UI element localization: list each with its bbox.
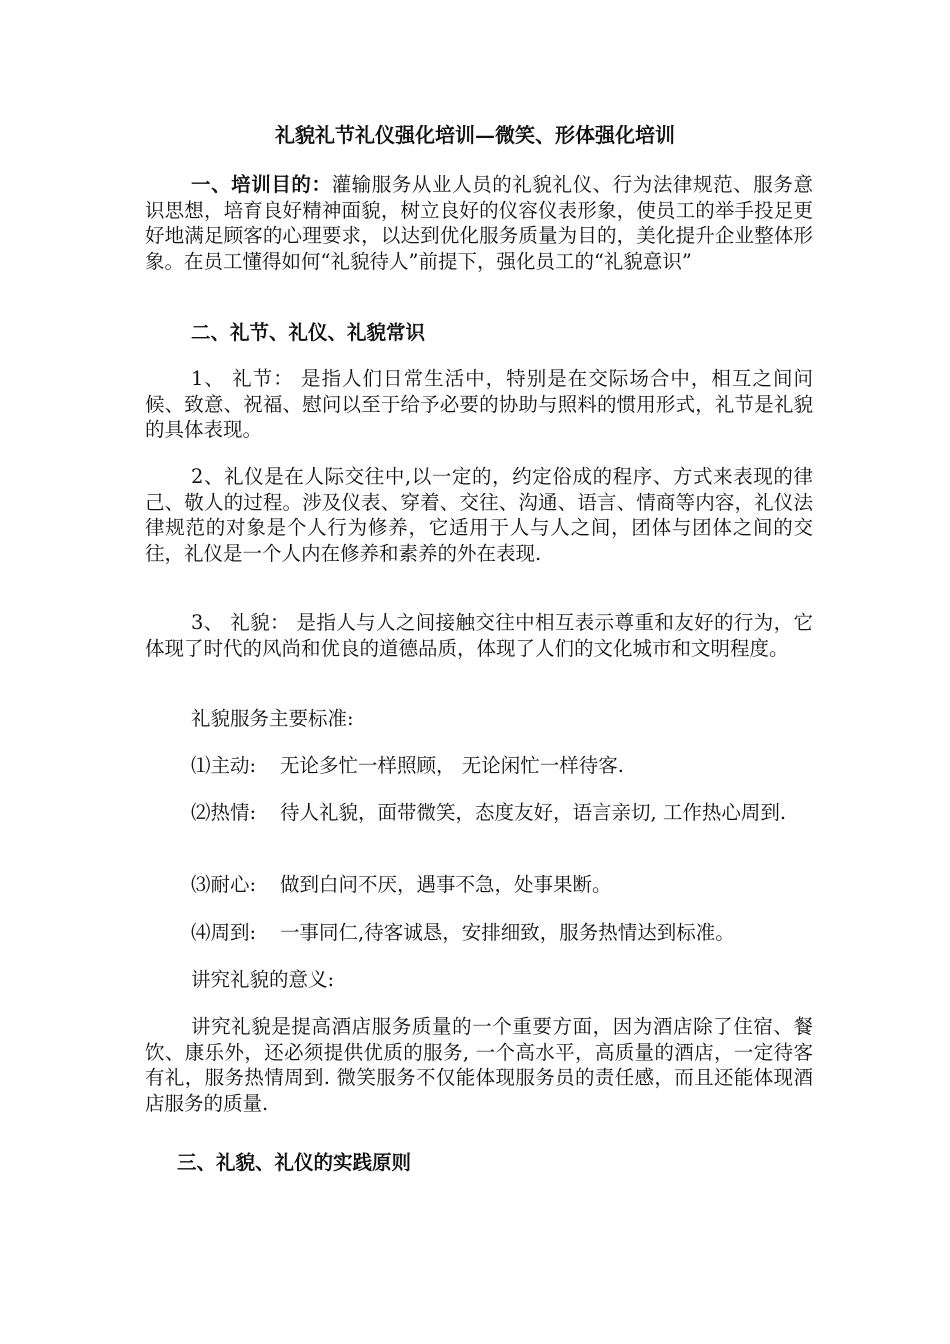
service-standards-heading: 礼貌服务主要标准: — [191, 707, 354, 730]
section2-heading: 二、礼节、礼仪、礼貌常识 — [191, 321, 426, 344]
protocol-definition-paragraph: 2、礼仪是在人际交往中,以一定的，约定俗成的程序、方式来表现的律己、敬人的过程。涉及仪表、穿着、交往、沟通、语言、情商等内容，礼仪法律规范的对象是个人行为修养，它适用于人与人之间，团体与团体之间的交往，礼仪是一个人内在修养和素养的外在表现. — [145, 465, 813, 565]
standard-text: 做到白问不厌，遇事不急，处事果断。 — [280, 873, 612, 896]
standard-label: ⑵热情: — [191, 801, 257, 824]
standard-text: 无论多忙一样照顾， 无论闲忙一样待客. — [280, 754, 624, 777]
standard-label: ⑴主动: — [191, 754, 257, 777]
training-purpose-paragraph — [145, 172, 813, 274]
document-title: 礼貌礼节礼仪强化培训—微笑、形体强化培训 — [275, 123, 675, 147]
etiquette-definition-paragraph: 1、 礼节： 是指人们日常生活中，特别是在交际场合中，相互之间问候、致意、祝福、慰问以至于给予必要的协助与照料的惯用形式，礼节是礼貌的具体表现。 — [145, 367, 813, 441]
section3-heading: 三、礼貌、礼仪的实践原则 — [177, 1151, 412, 1174]
training-purpose-text: 灌输服务从业人员的礼貌礼仪、行为法律规范、服务意识思想，培育良好精神面貌，树立良好的仪容仪表形象，使员工的举手投足更好地满足顾客的心理要求，以达到优化服务质量为目的，美化提升企业整体形象。在员工懂得如何“礼貌待人”前提下，强化员工的“礼貌意识” — [145, 173, 813, 273]
courtesy-meaning-paragraph: 讲究礼貌是提高酒店服务质量的一个重要方面，因为酒店除了住宿、餐饮、康乐外，还必须提供优质的服务, 一个高水平，高质量的酒店，一定待客有礼，服务热情周到. 微笑服务不仅能体现服务员的责任感，而且还能体现酒店服务的质量. — [145, 1015, 813, 1115]
standard-label: ⑷周到: — [191, 921, 257, 944]
standard-text: 一事同仁,待客诚恳，安排细致，服务热情达到标准。 — [280, 921, 735, 944]
courtesy-meaning-heading: 讲究礼貌的意义: — [191, 968, 335, 991]
standard-text: 待人礼貌，面带微笑，态度友好，语言亲切, 工作热心周到. — [280, 801, 787, 824]
courtesy-definition-paragraph: 3、 礼貌： 是指人与人之间接触交往中相互表示尊重和友好的行为，它体现了时代的风尚和优良的道德品质，体现了人们的文化城市和文明程度。 — [145, 611, 813, 660]
standard-label: ⑶耐心: — [191, 873, 257, 896]
training-purpose-heading: 一、培训目的： — [191, 173, 332, 196]
